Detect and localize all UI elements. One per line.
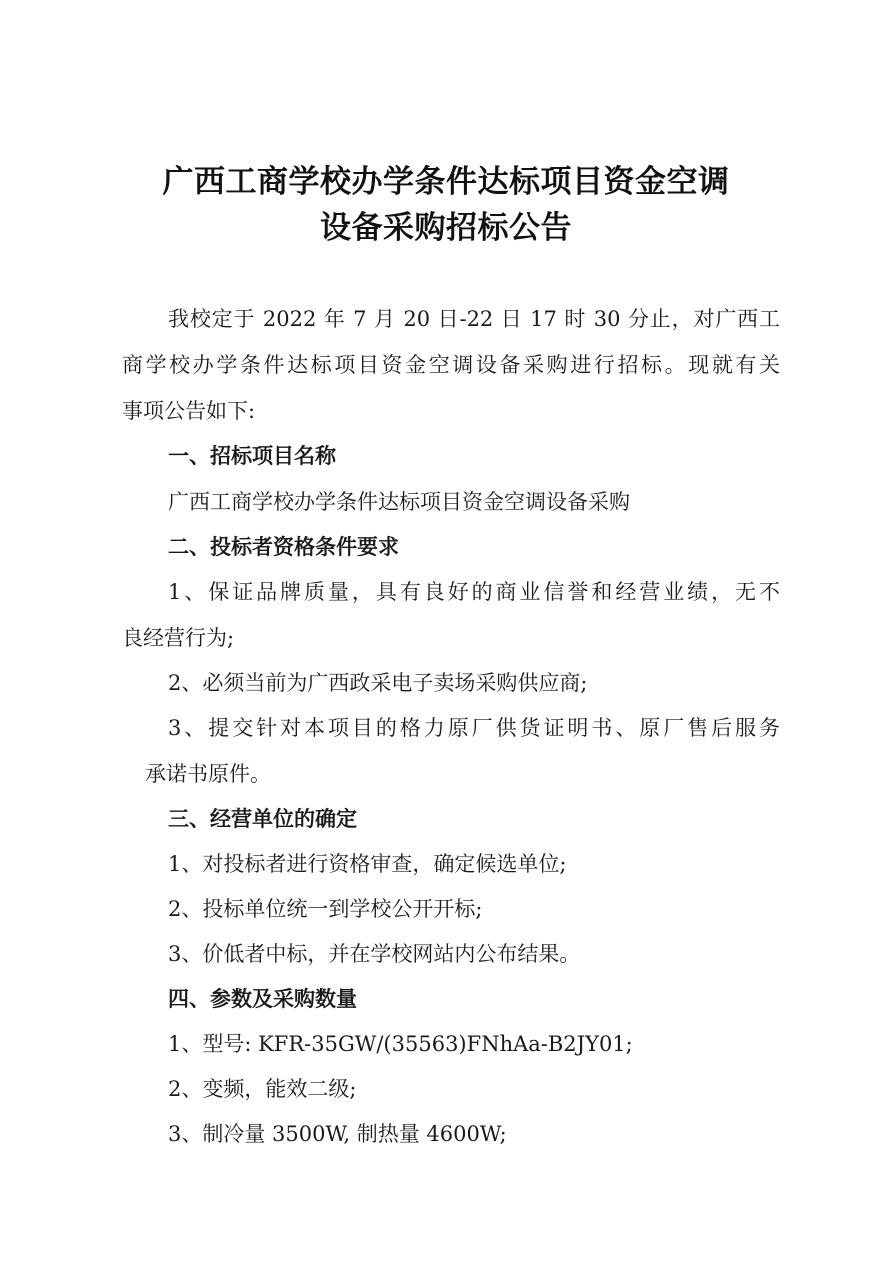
qualification-item-2: 2、必须当前为广西政采电子卖场采购供应商; bbox=[168, 671, 588, 695]
section-heading-unit-determination: 三、经营单位的确定 bbox=[168, 807, 357, 831]
determination-item-3: 3、价低者中标，并在学校网站内公布结果。 bbox=[168, 942, 581, 966]
document-title-line-2: 设备采购招标公告 bbox=[320, 210, 572, 246]
determination-item-1: 1、对投标者进行资格审查，确定候选单位; bbox=[168, 852, 567, 876]
parameter-item-3: 3、制冷量 3500W, 制热量 4600W; bbox=[168, 1122, 507, 1146]
qualification-item-3-line-2: 承诺书原件。 bbox=[145, 762, 271, 786]
qualification-item-3-line-1: 3、提交针对本项目的格力原厂供货证明书、原厂售后服务 bbox=[168, 716, 780, 740]
qualification-item-1-line-1: 1、保证品牌质量，具有良好的商业信誉和经营业绩，无不 bbox=[168, 580, 780, 604]
intro-paragraph-line-3: 事项公告如下: bbox=[122, 399, 256, 423]
determination-item-2: 2、投标单位统一到学校公开开标; bbox=[168, 897, 483, 921]
document-title-line-1: 广西工商学校办学条件达标项目资金空调 bbox=[162, 164, 730, 200]
intro-paragraph-line-1: 我校定于 2022 年 7 月 20 日-22 日 17 时 30 分止，对广西工 bbox=[168, 307, 780, 331]
project-name-text: 广西工商学校办学条件达标项目资金空调设备采购 bbox=[168, 490, 630, 514]
qualification-item-1-line-2: 良经营行为; bbox=[122, 626, 235, 650]
section-heading-project-name: 一、招标项目名称 bbox=[168, 444, 336, 468]
section-heading-qualifications: 二、投标者资格条件要求 bbox=[168, 535, 399, 559]
intro-paragraph-line-2: 商学校办学条件达标项目资金空调设备采购进行招标。现就有关 bbox=[122, 353, 780, 377]
parameter-item-1: 1、型号: KFR-35GW/(35563)FNhAa-B2JY01; bbox=[168, 1032, 633, 1056]
section-heading-parameters: 四、参数及采购数量 bbox=[168, 987, 357, 1011]
parameter-item-2: 2、变频，能效二级; bbox=[168, 1077, 357, 1101]
